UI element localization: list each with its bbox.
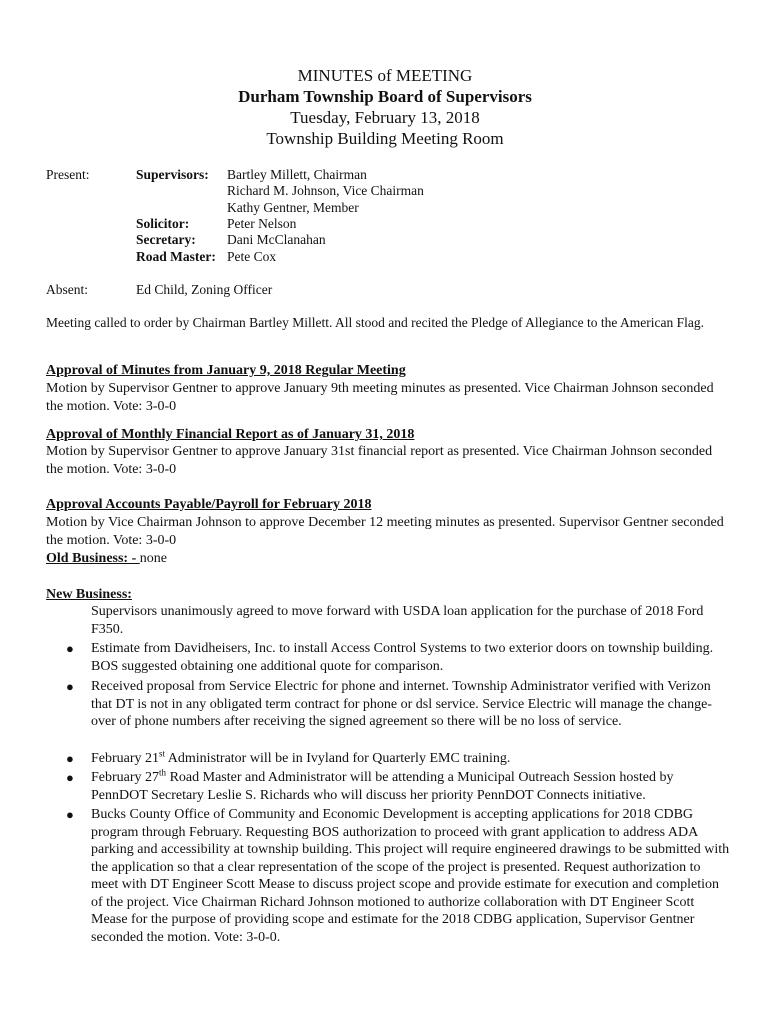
- item-text: Administrator will be in Ivyland for Quarterly EMC training.: [165, 751, 511, 766]
- meeting-location: Township Building Meeting Room: [266, 129, 504, 148]
- item-date: February 21: [91, 751, 160, 766]
- supervisors-label: Supervisors:: [136, 167, 209, 182]
- section-title-new-business: New Business:: [46, 587, 132, 602]
- supervisor-name: Kathy Gentner, Member: [227, 200, 359, 215]
- bullet-icon: ●: [66, 751, 74, 766]
- old-business-label: Old Business: -: [46, 551, 140, 566]
- meeting-date: Tuesday, February 13, 2018: [290, 108, 480, 127]
- solicitor-name: Peter Nelson: [227, 216, 297, 231]
- organization-name: Durham Township Board of Supervisors: [238, 87, 532, 106]
- section-text-financial: Motion by Supervisor Gentner to approve January 31st financial report as presented. Vice Chairman Johnson seconded the motion. Vote: 3-0-0: [46, 444, 713, 477]
- supervisor-name: Richard M. Johnson, Vice Chairman: [227, 183, 424, 198]
- solicitor-label: Solicitor:: [136, 216, 190, 231]
- call-to-order: Meeting called to order by Chairman Bartley Millett. All stood and recited the Pledge of Allegiance to the American Flag.: [46, 315, 704, 330]
- absent-label: Absent:: [46, 282, 88, 297]
- new-business-item: Bucks County Office of Community and Economic Development is accepting applications for 2018 CDBG program through February. Requesting BOS authorization to proceed with grant application to address ADA parking and accessibility at township building. This project will require engineered drawings to be submitted with the application so that a clear representation of the scope of the project is presented. Request authorization to meet with DT Engineer Scott Mease to discuss project scope and provide estimate for execution and completion of the project. Vice Chairman Richard Johnson motioned to authorize collaboration with DT Engineer Scott Mease for the purpose of providing scope and estimate for the 2018 CDBG application, Supervisor Gentner seconded the motion. Vote: 3-0-0.: [91, 807, 730, 945]
- section-text-payable: Motion by Vice Chairman Johnson to approve December 12 meeting minutes as presented. Supervisor Gentner seconded the motion. Vote: 3-0-0: [46, 515, 724, 548]
- roadmaster-label: Road Master:: [136, 249, 216, 264]
- item-text: Road Master and Administrator will be attending a Municipal Outreach Session hosted by PennDOT Secretary Leslie S. Richards who will discuss her priority PennDOT Connects initiative.: [91, 770, 674, 803]
- secretary-label: Secretary:: [136, 232, 196, 247]
- supervisor-name: Bartley Millett, Chairman: [227, 167, 367, 182]
- old-business: [46, 550, 167, 567]
- old-business-value: none: [139, 551, 167, 566]
- item-date: February 27: [91, 770, 160, 785]
- secretary-name: Dani McClanahan: [227, 232, 326, 247]
- new-business-intro: Supervisors unanimously agreed to move forward with USDA loan application for the purchase of 2018 Ford F350.: [91, 604, 704, 637]
- section-title-financial: Approval of Monthly Financial Report as of January 31, 2018: [46, 427, 415, 442]
- new-business-item: [91, 750, 731, 768]
- roadmaster-name: Pete Cox: [227, 249, 277, 264]
- new-business-item: Estimate from Davidheisers, Inc. to install Access Control Systems to two exterior doors on township building. BOS suggested obtaining one additional quote for comparison.: [91, 641, 714, 674]
- document-title: MINUTES of MEETING: [297, 66, 473, 85]
- absent-name: Ed Child, Zoning Officer: [136, 282, 273, 297]
- bullet-icon: ●: [66, 679, 74, 694]
- section-title-minutes: Approval of Minutes from January 9, 2018 Regular Meeting: [46, 363, 406, 378]
- date-suffix: st: [159, 748, 166, 759]
- date-suffix: th: [159, 767, 167, 778]
- section-text-minutes: Motion by Supervisor Gentner to approve January 9th meeting minutes as presented. Vice Chairman Johnson seconded the motion. Vote: 3-0-0: [46, 381, 714, 414]
- bullet-icon: ●: [66, 807, 74, 822]
- bullet-icon: ●: [66, 641, 74, 656]
- new-business-item: [91, 769, 731, 804]
- bullet-icon: ●: [66, 770, 74, 785]
- new-business-item: Received proposal from Service Electric for phone and internet. Township Administrator verified with Verizon that DT is not in any obligated term contract for phone or dsl service. Service Electric will manage the change-over of phone numbers after receiving the signed agreement so there will be no loss of service.: [91, 679, 712, 729]
- present-label: Present:: [46, 167, 90, 182]
- section-title-payable: Approval Accounts Payable/Payroll for February 2018: [46, 497, 372, 512]
